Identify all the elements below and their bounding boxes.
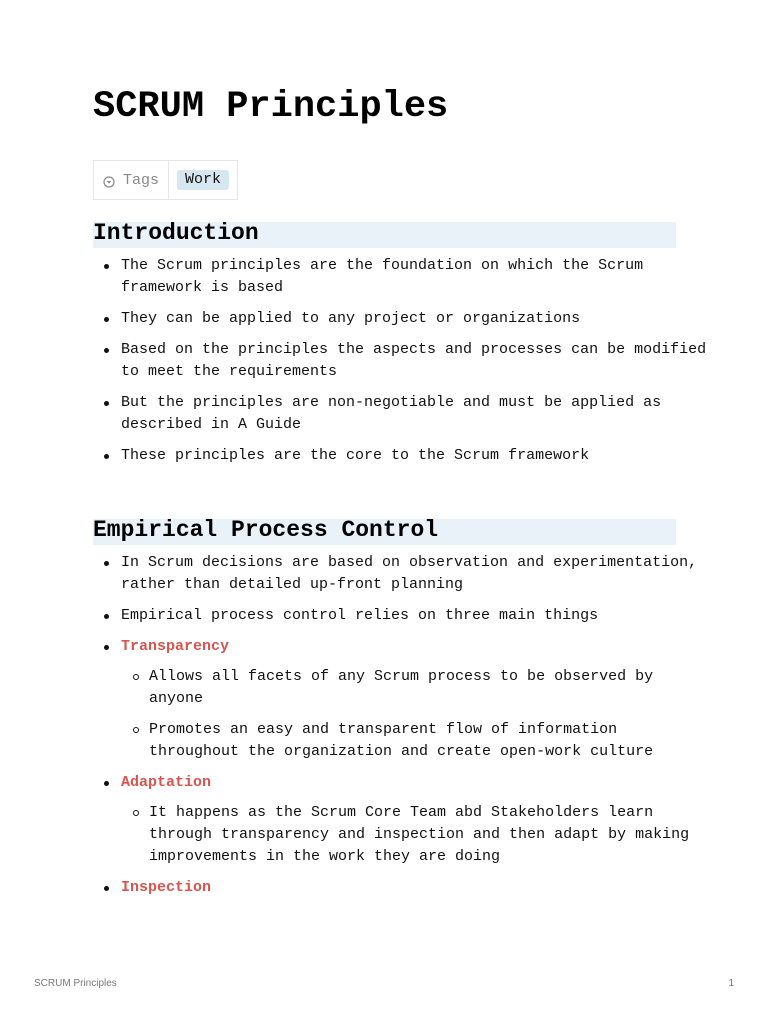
sub-list-item: Allows all facets of any Scrum process to be observed by anyone — [149, 666, 711, 710]
sub-list-item: Promotes an easy and transparent flow of information throughout the organization and create open-work culture — [149, 719, 711, 763]
section-heading-introduction: Introduction — [93, 222, 676, 248]
list-item: They can be applied to any project or organizations — [121, 308, 711, 330]
pillar-label: Adaptation — [121, 774, 212, 791]
pillar-transparency — [121, 636, 711, 763]
footer-document-title: SCRUM Principles — [34, 978, 117, 989]
tag-pill-work[interactable]: Work — [177, 170, 229, 190]
page-title: SCRUM Principles — [93, 86, 449, 128]
adaptation-sublist — [121, 802, 711, 868]
tags-property — [93, 160, 238, 200]
tag-icon — [103, 176, 115, 188]
empirical-process-list — [93, 552, 711, 908]
list-item: The Scrum principles are the foundation on which the Scrum framework is based — [121, 255, 711, 299]
list-item: Empirical process control relies on three main things — [121, 605, 711, 627]
pillar-label: Transparency — [121, 638, 230, 655]
tags-value-cell[interactable] — [169, 161, 237, 199]
list-item: These principles are the core to the Scrum framework — [121, 445, 711, 467]
footer-page-number: 1 — [728, 978, 734, 989]
introduction-list — [93, 255, 711, 476]
list-item: Based on the principles the aspects and processes can be modified to meet the requirements — [121, 339, 711, 383]
pillar-adaptation — [121, 772, 711, 868]
transparency-sublist — [121, 666, 711, 763]
pillar-inspection — [121, 877, 711, 899]
tags-label: Tags — [123, 171, 160, 189]
section-heading-empirical-process-control: Empirical Process Control — [93, 519, 676, 545]
list-item: But the principles are non-negotiable and must be applied as described in A Guide — [121, 392, 711, 436]
sub-list-item: It happens as the Scrum Core Team abd Stakeholders learn through transparency and inspection and then adapt by making improvements in the work they are doing — [149, 802, 711, 868]
tags-label-cell — [94, 161, 169, 199]
pillar-label: Inspection — [121, 879, 212, 896]
list-item: In Scrum decisions are based on observation and experimentation, rather than detailed up-front planning — [121, 552, 711, 596]
